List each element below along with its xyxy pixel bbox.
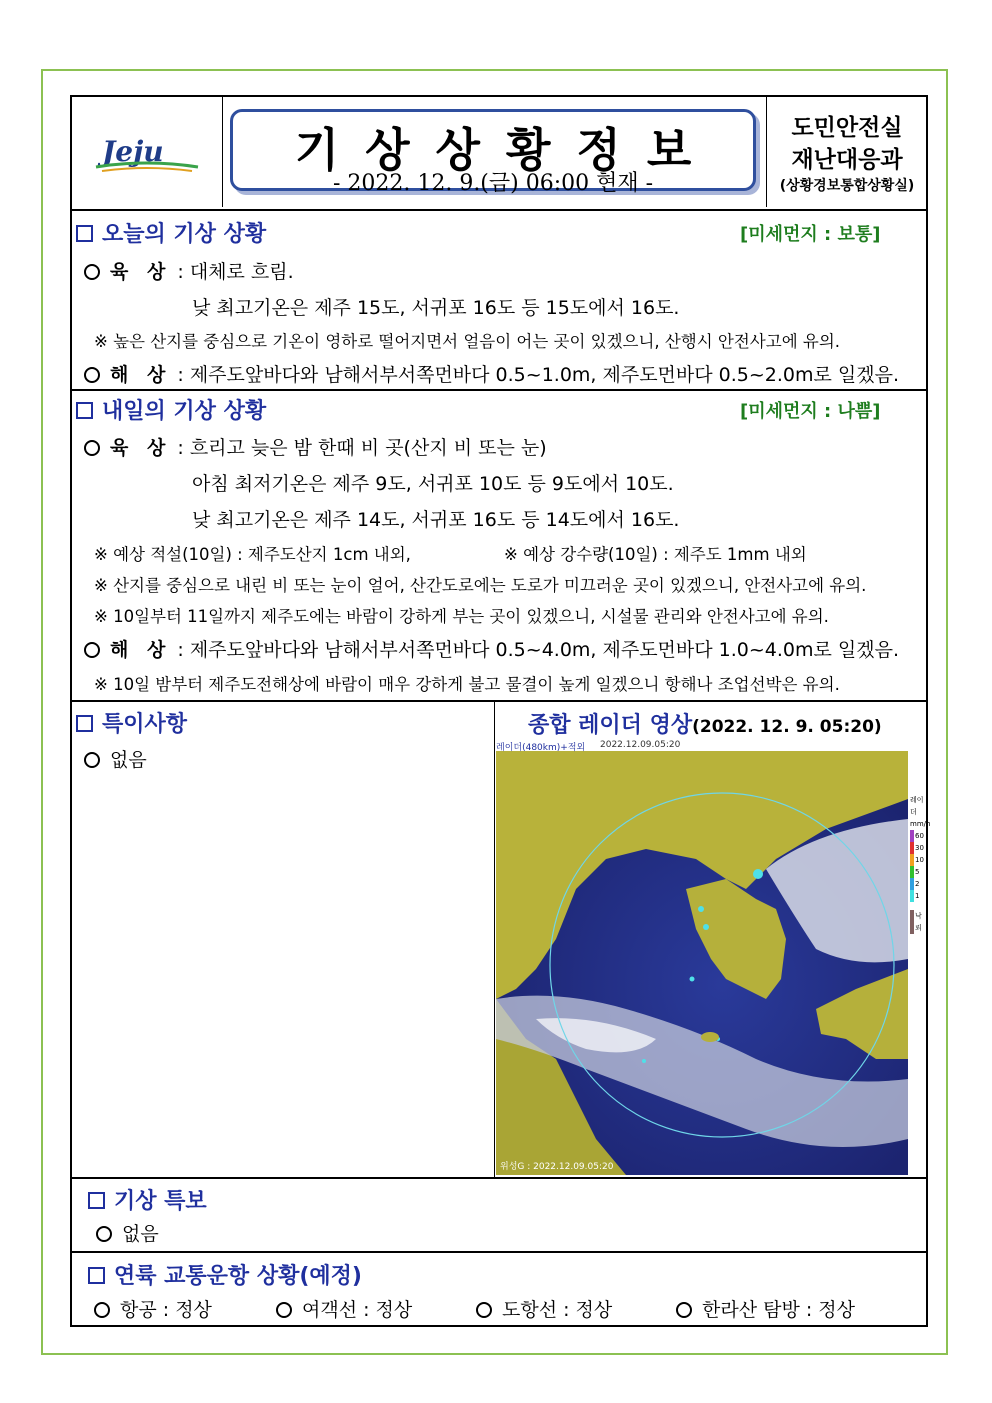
radar-heading: 종합 레이더 영상(2022. 12. 9. 05:20) <box>528 713 882 738</box>
radar-image <box>496 739 908 1175</box>
tomorrow-min-temp: 아침 최저기온은 제주 9도, 서귀포 10도 등 9도에서 10도. <box>192 473 674 495</box>
warning-item: 없음 <box>96 1219 159 1246</box>
today-note: ※ 높은 산지를 중심으로 기온이 영하로 떨어지면서 얼음이 어는 곳이 있겠으니, 산행시 안전사고에 유의. <box>94 332 840 351</box>
dept-division: 재난대응과 <box>791 147 903 173</box>
checkbox-icon <box>88 1192 105 1209</box>
checkbox-icon <box>76 402 93 419</box>
tomorrow-dust: [미세먼지 : 나쁨] <box>740 401 881 422</box>
weather-report <box>70 95 931 1327</box>
tomorrow-max-temp: 낮 최고기온은 제주 14도, 서귀포 16도 등 14도에서 16도. <box>192 509 680 531</box>
report-date: - 2022. 12. 9.(금) 06:00 현재 - <box>332 171 654 196</box>
tomorrow-road-note: ※ 산지를 중심으로 내린 비 또는 눈이 얼어, 산간도로에는 도로가 미끄러운 곳이 있겠으니, 안전사고에 유의. <box>94 576 867 595</box>
radar-image-time: 2022.12.09.05:20 <box>600 740 681 750</box>
today-heading: 오늘의 기상 상황 <box>76 217 266 248</box>
traffic-heading: 연륙 교통운항 상황(예정) <box>88 1259 362 1290</box>
divider <box>72 700 926 702</box>
circle-bullet-icon <box>476 1302 492 1318</box>
radar-image-label: 레이더(480km)+적외 <box>496 743 586 753</box>
circle-bullet-icon <box>94 1302 110 1318</box>
tomorrow-sea: 해 상 : 제주도앞바다와 남해서부서쪽먼바다 0.5~4.0m, 제주도먼바다 1.0~4.0m로 일겠음. <box>84 635 899 662</box>
checkbox-icon <box>76 225 93 242</box>
divider <box>72 1251 926 1253</box>
dept-room: (상황경보통합상황실) <box>779 178 915 194</box>
today-land-temp: 낮 최고기온은 제주 15도, 서귀포 16도 등 15도에서 16도. <box>192 297 680 319</box>
traffic-ferry: 여객선 : 정상 <box>276 1295 412 1322</box>
dept-office: 도민안전실 <box>791 115 903 141</box>
report-header <box>72 97 926 211</box>
svg-text:Jeju: Jeju <box>102 135 164 168</box>
report-title: 기상상황정보 <box>294 123 718 177</box>
divider <box>72 389 926 391</box>
tomorrow-wind-note: ※ 10일부터 11일까지 제주도에는 바람이 강하게 부는 곳이 있겠으니, 시설물 관리와 안전사고에 유의. <box>94 607 829 626</box>
title-box <box>230 109 756 196</box>
today-dust: [미세먼지 : 보통] <box>740 224 881 245</box>
jeju-logo <box>72 97 223 207</box>
traffic-hallasan: 한라산 탐방 : 정상 <box>676 1295 855 1322</box>
circle-bullet-icon <box>84 367 100 383</box>
circle-bullet-icon <box>84 642 100 658</box>
jeju-logo-mark <box>92 127 202 177</box>
column-divider <box>494 702 495 1177</box>
circle-bullet-icon <box>96 1226 112 1242</box>
traffic-island-ferry: 도항선 : 정상 <box>476 1295 612 1322</box>
warning-heading: 기상 특보 <box>88 1184 207 1215</box>
checkbox-icon <box>88 1267 105 1284</box>
today-land: 육 상 : 대체로 흐림. <box>84 257 294 284</box>
special-item: 없음 <box>84 745 147 772</box>
special-heading: 특이사항 <box>76 707 187 738</box>
tomorrow-land: 육 상 : 흐리고 늦은 밤 한때 비 곳(산지 비 또는 눈) <box>84 433 547 460</box>
traffic-air: 항공 : 정상 <box>94 1295 212 1322</box>
tomorrow-sea-note: ※ 10일 밤부터 제주도전해상에 바람이 매우 강하게 불고 물결이 높게 일겠으니 항해나 조업선박은 유의. <box>94 675 840 694</box>
circle-bullet-icon <box>84 264 100 280</box>
today-sea: 해 상 : 제주도앞바다와 남해서부서쪽먼바다 0.5~1.0m, 제주도먼바다 0.5~2.0m로 일겠음. <box>84 360 899 387</box>
circle-bullet-icon <box>676 1302 692 1318</box>
circle-bullet-icon <box>276 1302 292 1318</box>
checkbox-icon <box>76 715 93 732</box>
circle-bullet-icon <box>84 752 100 768</box>
svg-text:위성G : 2022.12.09.05:20: 위성G : 2022.12.09.05:20 <box>500 1162 614 1172</box>
tomorrow-snow: ※ 예상 적설(10일) : 제주도산지 1cm 내외, <box>94 545 411 564</box>
circle-bullet-icon <box>84 440 100 456</box>
divider <box>72 1177 926 1179</box>
department-box <box>766 97 927 207</box>
tomorrow-heading: 내일의 기상 상황 <box>76 394 266 425</box>
tomorrow-rain: ※ 예상 강수량(10일) : 제주도 1mm 내외 <box>504 545 807 564</box>
radar-legend: 레이더 mm/h 60 30 10 5 2 1 낙뢰 <box>910 796 931 932</box>
